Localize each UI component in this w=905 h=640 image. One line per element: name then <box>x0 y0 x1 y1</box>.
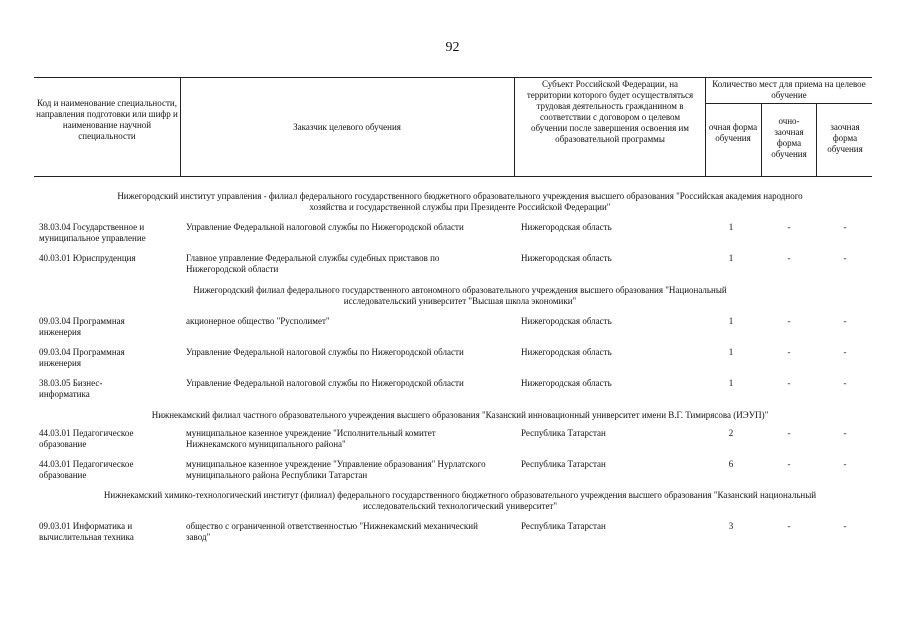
header-extramural: заочная форма обучения <box>827 122 863 154</box>
table-top-rule <box>34 77 872 78</box>
row-region: Нижегородская область <box>521 378 612 388</box>
row-mixed: - <box>787 253 791 263</box>
page-number: 92 <box>445 40 460 55</box>
row-customer: муниципальное казенное учреждение "Исполнительный комитет Нижнекамского муниципального района" <box>186 428 436 449</box>
row-region: Нижегородская область <box>521 253 612 263</box>
row-mixed: - <box>787 428 791 438</box>
row-customer: общество с ограниченной ответственностью "Нижнекамский механический завод" <box>186 521 478 542</box>
row-fulltime: 6 <box>728 459 734 469</box>
row-extramural: - <box>843 253 847 263</box>
row-code: 09.03.04 Программная инженерия <box>39 347 125 368</box>
col-divider-4 <box>761 103 762 176</box>
row-fulltime: 3 <box>728 521 734 531</box>
row-code: 44.03.01 Педагогическое образование <box>39 428 134 449</box>
header-mixed: очно-заочная форма обучения <box>771 116 807 159</box>
row-region: Нижегородская область <box>521 347 612 357</box>
row-extramural: - <box>843 222 847 232</box>
section-title: Нижнекамский филиал частного образовательного учреждения высшего образования "Казанский инновационный университет имени В.Г. Тимирясова (ИЭУП)" <box>151 410 769 420</box>
row-region: Республика Татарстан <box>521 521 606 531</box>
header-customer: Заказчик целевого обучения <box>293 122 401 132</box>
row-region: Нижегородская область <box>521 316 612 326</box>
row-fulltime: 1 <box>728 378 734 388</box>
section-title: Нижнекамский химико-технологический институт (филиал) федерального государственного бюджетного образовательного учреждения высшего образования "Казанский национальный исследовательский технологический университет" <box>103 490 817 511</box>
row-customer: акционерное общество "Русполимет" <box>186 316 330 326</box>
header-fulltime: очная форма обучения <box>708 122 758 143</box>
row-customer: Управление Федеральной налоговой службы по Нижегородской области <box>186 222 464 232</box>
row-code: 09.03.01 Информатика и вычислительная техника <box>39 521 134 542</box>
row-customer: муниципальное казенное учреждение "Управление образования" Нурлатского муниципального района Республики Татарстан <box>186 459 486 480</box>
row-extramural: - <box>843 459 847 469</box>
col-divider-5 <box>816 103 817 176</box>
row-region: Республика Татарстан <box>521 459 606 469</box>
row-region: Республика Татарстан <box>521 428 606 438</box>
row-fulltime: 1 <box>728 253 734 263</box>
row-mixed: - <box>787 222 791 232</box>
row-extramural: - <box>843 347 847 357</box>
header-code: Код и наименование специальности, направления подготовки или шифр и наименование научной специальности <box>36 98 178 141</box>
row-customer: Управление Федеральной налоговой службы по Нижегородской области <box>186 347 464 357</box>
section-title: Нижегородский филиал федерального государственного автономного образовательного учреждения высшего образования "Национальный исследовательский университет "Высшая школа экономики" <box>193 285 727 306</box>
row-code: 38.03.05 Бизнес-информатика <box>39 378 103 399</box>
row-mixed: - <box>787 347 791 357</box>
col-divider-1 <box>180 77 181 176</box>
row-fulltime: 1 <box>728 347 734 357</box>
places-subheader-rule <box>705 103 872 104</box>
row-customer: Управление Федеральной налоговой службы по Нижегородской области <box>186 378 464 388</box>
row-mixed: - <box>787 521 791 531</box>
row-fulltime: 2 <box>728 428 734 438</box>
row-fulltime: 1 <box>728 222 734 232</box>
col-divider-2 <box>514 77 515 176</box>
row-extramural: - <box>843 521 847 531</box>
table-header-bottom-rule <box>34 176 872 177</box>
row-extramural: - <box>843 378 847 388</box>
row-code: 44.03.01 Педагогическое образование <box>39 459 134 480</box>
row-region: Нижегородская область <box>521 222 612 232</box>
row-mixed: - <box>787 316 791 326</box>
header-subject: Субъект Российской Федерации, на территории которого будет осуществляться трудовая деятельность гражданином в соответствии с договором о целевом обучении после завершения освоения им образовательной программы <box>526 79 694 144</box>
row-customer: Главное управление Федеральной службы судебных приставов по Нижегородской области <box>186 253 440 274</box>
row-extramural: - <box>843 428 847 438</box>
header-places: Количество мест для приема на целевое обучение <box>712 79 866 100</box>
col-divider-3 <box>705 77 706 176</box>
section-title: Нижегородский институт управления - филиал федерального государственного бюджетного образовательного учреждения высшего образования "Российская академия народного хозяйства и государственной службы при Президенте Российской Федерации" <box>117 191 803 212</box>
row-code: 09.03.04 Программная инженерия <box>39 316 125 337</box>
row-code: 40.03.01 Юриспруденция <box>39 253 136 263</box>
row-mixed: - <box>787 459 791 469</box>
row-fulltime: 1 <box>728 316 734 326</box>
row-extramural: - <box>843 316 847 326</box>
row-code: 38.03.04 Государственное и муниципальное управление <box>39 222 146 243</box>
row-mixed: - <box>787 378 791 388</box>
